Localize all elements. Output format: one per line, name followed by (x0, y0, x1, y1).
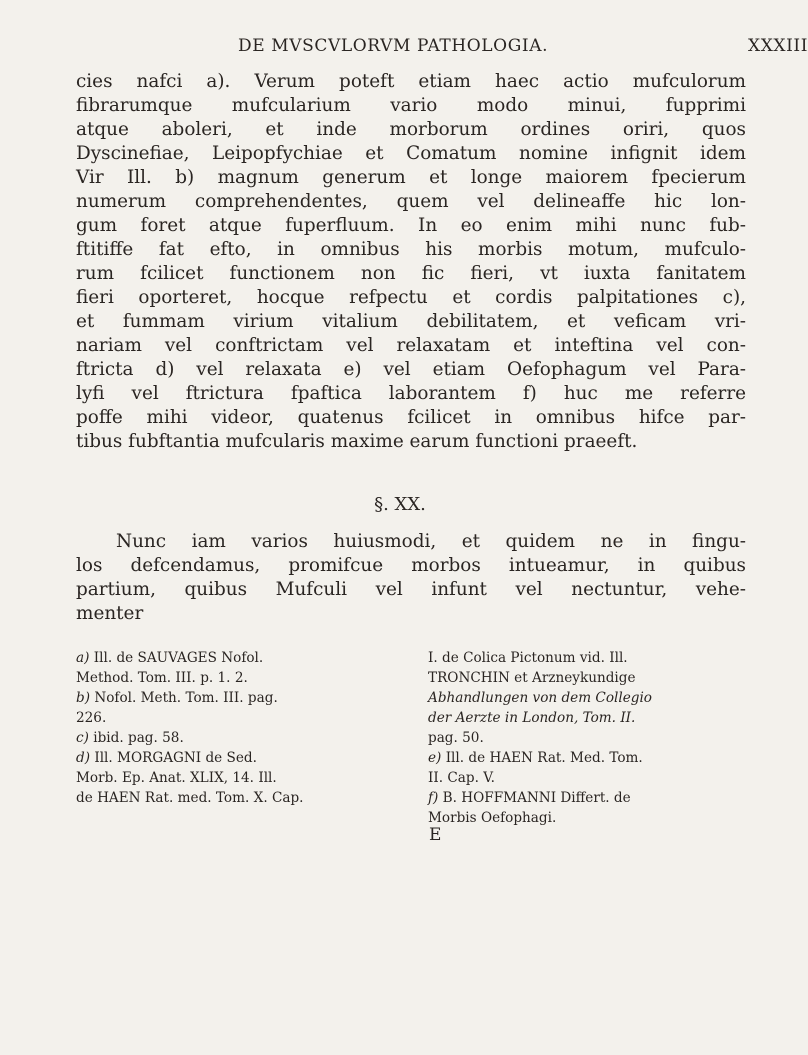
footnote (76, 688, 396, 708)
footnote-text: Ill. de HAEN Rat. Med. Tom. (445, 750, 643, 766)
text-line: numerum comprehendentes, quem vel delineaffe hic lon- (76, 191, 746, 212)
text-line: cies nafci a). Verum poteft etiam haec actio mufculorum (76, 71, 746, 92)
footnote (428, 788, 758, 808)
text-line: Nunc iam varios huiusmodi, et quidem ne in fingu- (116, 531, 746, 552)
footnote-text: ibid. pag. 58. (93, 730, 184, 746)
section-heading: §. XX. (374, 494, 426, 515)
text-line: tibus fubftantia mufcularis maxime earum functioni praeeft. (76, 431, 638, 452)
running-title: DE MVSCVLORVM PATHOLOGIA. (238, 36, 549, 56)
footnote-marker: a) (76, 650, 90, 666)
footnote (428, 648, 758, 668)
text-line: rum fcilicet functionem non fic fieri, vt iuxta fanitatem (76, 263, 746, 284)
signature-mark: E (429, 825, 442, 845)
text-line: lyfi vel ftrictura fpaftica laborantem f) huc me referre (76, 383, 746, 404)
footnote-text: II. Cap. V. (428, 770, 495, 786)
footnote (76, 728, 396, 748)
footnote-text: Method. Tom. III. p. 1. 2. (76, 670, 248, 686)
footnote-text: Ill. MORGAGNI de Sed. (94, 750, 257, 766)
footnote-text: Abhandlungen von dem Collegio (428, 690, 652, 706)
footnote (76, 708, 396, 728)
footnote (428, 768, 758, 788)
text-line: los defcendamus, promifcue morbos intueamur, in quibus (76, 555, 746, 576)
text-line: Vir Ill. b) magnum generum et longe maiorem fpecierum (76, 167, 746, 188)
footnote-text: der Aerzte in London, Tom. II. (428, 710, 636, 726)
text-line: fibrarumque mufcularium vario modo minui, fupprimi (76, 95, 746, 116)
footnote (76, 668, 396, 688)
footnote (428, 688, 758, 708)
footnote-text: B. HOFFMANNI Differt. de (442, 790, 631, 806)
text-line: partium, quibus Mufculi vel infunt vel nectuntur, vehe- (76, 579, 746, 600)
paragraph-section-xx (76, 530, 746, 626)
text-line: fieri oporteret, hocque refpectu et cordis palpitationes c), (76, 287, 746, 308)
footnote (76, 768, 396, 788)
footnote-marker: b) (76, 690, 91, 706)
footnote (428, 808, 758, 828)
footnotes-right (428, 648, 758, 828)
footnote-text: Morb. Ep. Anat. XLIX, 14. Ill. (76, 770, 277, 786)
catchword: menter (76, 603, 144, 624)
text-line: gum foret atque fuperfluum. In eo enim mihi nunc fub- (76, 215, 746, 236)
text-line: et fummam virium vitalium debilitatem, et veficam vri- (76, 311, 746, 332)
footnote (76, 788, 396, 808)
footnote-text: pag. 50. (428, 730, 484, 746)
footnote-marker: e) (428, 750, 442, 766)
footnote (76, 648, 396, 668)
footnote-text: Ill. de SAUVAGES Nofol. (93, 650, 264, 666)
text-line: ftitiffe fat efto, in omnibus his morbis motum, mufculo- (76, 239, 746, 260)
footnotes-left (76, 648, 396, 808)
footnote (76, 748, 396, 768)
text-line: nariam vel conftrictam vel relaxatam et inteftina vel con- (76, 335, 746, 356)
footnote-marker: c) (76, 730, 89, 746)
text-line: atque aboleri, et inde morborum ordines oriri, quos (76, 119, 746, 140)
footnote (428, 748, 758, 768)
text-line: poffe mihi videor, quatenus fcilicet in omnibus hifce par- (76, 407, 746, 428)
footnote-marker: d) (76, 750, 91, 766)
footnote-text: TRONCHIN et Arzneykundige (428, 670, 636, 686)
footnote-marker: f) (428, 790, 439, 806)
text-line: ftricta d) vel relaxata e) vel etiam Oefophagum vel Para- (76, 359, 746, 380)
page-number: XXXIII (748, 36, 808, 56)
text-line: Dyscinefiae, Leipopfychiae et Comatum nomine infignit idem (76, 143, 746, 164)
footnote (428, 708, 758, 728)
paragraph-main (76, 70, 746, 454)
footnote (428, 668, 758, 688)
footnote-text: de HAEN Rat. med. Tom. X. Cap. (76, 790, 304, 806)
footnote-text: Nofol. Meth. Tom. III. pag. (94, 690, 278, 706)
footnote-text: 226. (76, 710, 107, 726)
footnote (428, 728, 758, 748)
footnote-text: Morbis Oefophagi. (428, 810, 557, 826)
footnote-text: I. de Colica Pictonum vid. Ill. (428, 650, 628, 666)
